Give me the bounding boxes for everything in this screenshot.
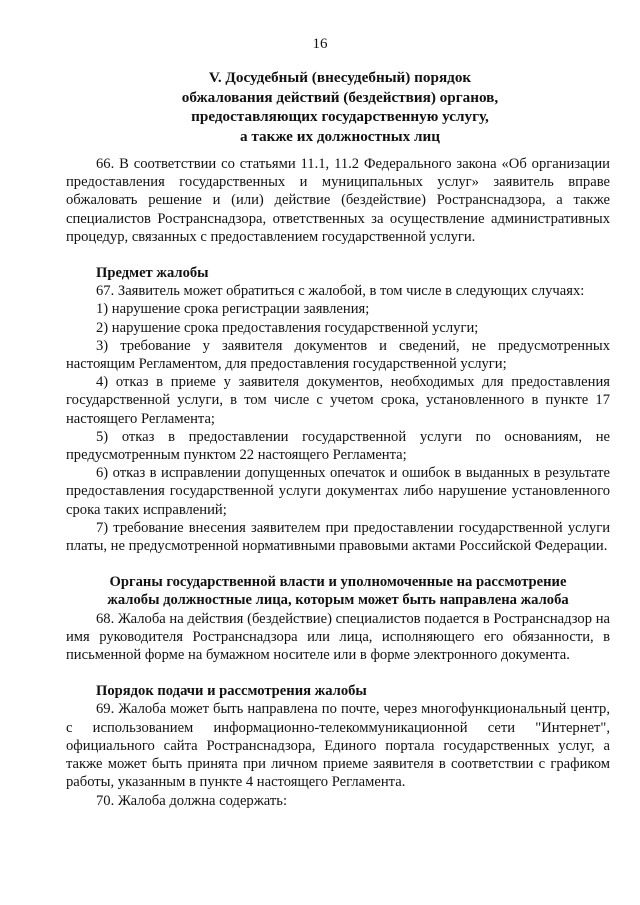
document-body <box>66 155 610 810</box>
list-item: 3) требование у заявителя документов и сведений, не предусмотренных настоящим Регламентом, для предоставления государственной услуги; <box>66 337 610 373</box>
section-heading-subject: Предмет жалобы <box>96 265 209 282</box>
paragraph-66: 66. В соответствии со статьями 11.1, 11.2 Федерального закона «Об организации предоставления государственных и муниципальных услуг» заявитель вправе обжаловать решение и (или) действие (бездействие) Ространснадзора, а также специалистов Ространснадзора, ответственных за осуществление административных процедур, связанных с предоставлением государственной услуги. <box>66 156 610 245</box>
list-item: 1) нарушение срока регистрации заявления; <box>96 301 370 318</box>
chapter-title-line: а также их должностных лиц <box>239 127 441 145</box>
paragraph-68: 68. Жалоба на действия (бездействие) специалистов подается в Ространснадзор на имя руководителя Ространснадзора или лица, исполняющего его обязанности, в письменной форме на бумажном носителе или в форме электронного документа. <box>66 610 610 664</box>
chapter-title-line: предоставляющих государственную услугу, <box>191 108 489 125</box>
page-number: 16 <box>312 36 328 52</box>
chapter-title-line: обжалования действий (бездействия) органов, <box>181 88 499 106</box>
section-heading-bodies <box>66 573 610 609</box>
section-heading-line: Органы государственной власти и уполномоченные на рассмотрение <box>109 574 567 591</box>
section-heading-procedure: Порядок подачи и рассмотрения жалобы <box>96 683 367 700</box>
list-item: 5) отказ в предоставлении государственной услуги по основаниям, не предусмотренным пунктом 22 настоящего Регламента; <box>66 428 610 464</box>
list-item: 4) отказ в приеме у заявителя документов, необходимых для предоставления государственной услуги, в том числе с учетом срока, установленного в пункте 17 настоящего Регламента; <box>66 374 610 427</box>
list-item: 2) нарушение срока предоставления государственной услуги; <box>96 319 479 336</box>
list-item: 7) требование внесения заявителем при предоставлении государственной услуги платы, не предусмотренной нормативными правовыми актами Российской Федерации. <box>66 519 610 555</box>
list-item: 6) отказ в исправлении допущенных опечаток и ошибок в выданных в результате предоставления государственной услуги документах либо нарушение установленного срока таких исправлений; <box>66 465 610 518</box>
section-heading-line: жалобы должностные лица, которым может быть направлена жалоба <box>107 592 569 609</box>
paragraph-67-intro: 67. Заявитель может обратиться с жалобой, в том числе в следующих случаях: <box>96 283 585 300</box>
paragraph-69: 69. Жалоба может быть направлена по почте, через многофункциональный центр, с использованием информационно-телекоммуникационной сети "Интернет", официального сайта Ространснадзора, Единого портала государственных услуг, а также может быть принята при личном приеме заявителя в соответствии с графиком работы, указанным в пункте 4 настоящего Регламента. <box>66 701 610 791</box>
chapter-title <box>60 68 620 146</box>
chapter-title-line: V. Досудебный (внесудебный) порядок <box>208 69 472 86</box>
paragraph-70: 70. Жалоба должна содержать: <box>96 792 287 809</box>
